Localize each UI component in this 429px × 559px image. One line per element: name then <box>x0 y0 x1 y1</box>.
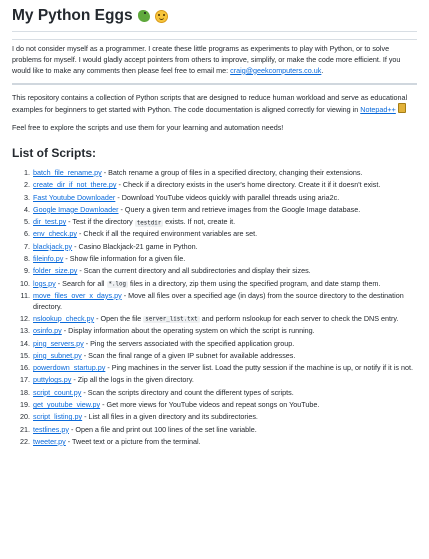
script-list-item <box>32 314 417 325</box>
script-link[interactable]: osinfo.py <box>33 326 62 336</box>
script-list-item <box>32 279 417 290</box>
script-link[interactable]: blackjack.py <box>33 241 73 251</box>
script-list-item <box>32 425 417 436</box>
script-list-item <box>32 205 417 216</box>
script-link[interactable]: create_dir_if_not_there.py <box>33 180 117 190</box>
script-link[interactable]: batch_file_rename.py <box>33 167 102 177</box>
script-list-item <box>32 180 417 191</box>
email-link[interactable]: craig@geekcomputers.co.uk <box>230 65 322 75</box>
script-description: - List all files in a given directory and its subdirectories. <box>82 412 258 422</box>
script-description: - Ping machines in the server list. Load the putty session if the machine is up, or notify if it is not. <box>105 363 413 373</box>
script-link[interactable]: move_files_over_x_days.py <box>33 290 122 300</box>
script-description: - Get more views for YouTube videos and repeat songs on YouTube. <box>100 400 320 410</box>
script-list-item <box>32 437 417 448</box>
script-description: - Casino Blackjack-21 game in Python. <box>72 241 198 251</box>
intro-block <box>12 40 417 76</box>
script-link[interactable]: get_youtube_view.py <box>33 400 101 410</box>
script-link[interactable]: script_count.py <box>33 387 82 397</box>
script-description: - Show file information for a given file. <box>63 254 186 263</box>
snake-emoji-icon <box>138 10 150 22</box>
script-link[interactable]: dir_test.py <box>33 217 67 227</box>
script-link[interactable]: Fast Youtube Downloader <box>33 192 116 202</box>
script-description: - Move all files over a specified age (in days) from the source directory to the destination directory. <box>33 290 404 311</box>
script-description: - Download YouTube videos quickly with parallel threads using aria2c. <box>115 192 340 202</box>
intro-end: . <box>321 65 324 75</box>
intro-paragraph <box>12 44 417 76</box>
script-list-item <box>32 217 417 228</box>
script-link[interactable]: tweeter.py <box>33 436 66 446</box>
script-description: - Scan the final range of a given IP subnet for available addresses. <box>81 350 296 360</box>
script-list-item <box>32 266 417 277</box>
script-description: - Tweet text or a picture from the terminal. <box>65 436 201 446</box>
script-description: and perform nslookup for each server to check the DNS entry. <box>199 313 399 323</box>
horizontal-rule <box>12 83 417 85</box>
list-heading: List of Scripts: <box>12 145 97 160</box>
script-link[interactable]: powerdown_startup.py <box>33 363 106 373</box>
script-description: - Batch rename a group of files in a specified directory, changing their extensions. <box>101 167 363 177</box>
grinning-face-emoji-icon <box>155 10 168 23</box>
script-list-item <box>32 254 417 265</box>
script-link[interactable]: nslookup_check.py <box>33 313 95 323</box>
script-list-item <box>32 412 417 423</box>
script-link[interactable]: Google Image Downloader <box>33 204 119 214</box>
script-list-item <box>32 242 417 253</box>
script-list <box>12 168 417 448</box>
intro-text: I do not consider myself as a programmer. I create these little programs as experiments to play with Python, or to solve problems for myself. I would gladly accept pointers from others to improve, simplify, or make the code more efficient. If you would like to make any comments then please feel free to email me: <box>12 44 401 75</box>
script-link[interactable]: puttylogs.py <box>33 375 72 385</box>
script-link[interactable]: fileinfo.py <box>33 254 64 263</box>
script-list-item <box>32 339 417 350</box>
script-description: - Scan the scripts directory and count the different types of scripts. <box>81 387 294 397</box>
script-list-item <box>32 326 417 337</box>
script-description-pre: - Test if the directory <box>66 217 135 227</box>
explore-paragraph: Feel free to explore the scripts and use them for your learning and automation needs! <box>12 123 284 133</box>
script-description: - Open a file and print out 100 lines of the set line variable. <box>68 424 257 434</box>
description-paragraph <box>12 93 417 117</box>
notepad-link[interactable]: Notepad++ <box>360 105 396 115</box>
script-description: - Scan the current directory and all subdirectories and display their sizes. <box>77 266 311 276</box>
script-link[interactable]: script_listing.py <box>33 412 83 422</box>
script-description: - Display information about the operating system on which the script is running. <box>61 326 315 336</box>
script-link[interactable]: folder_size.py <box>33 266 78 276</box>
script-link[interactable]: ping_subnet.py <box>33 350 82 360</box>
script-description-pre: - Search for all <box>55 278 107 288</box>
script-description: - Check if all the required environment variables are set. <box>76 229 258 239</box>
script-description: - Check if a directory exists in the user's home directory. Create it if it doesn't exist. <box>116 180 381 190</box>
page-title-text: My Python Eggs <box>12 7 133 24</box>
script-list-item <box>32 375 417 386</box>
script-description: exists. If not, create it. <box>163 217 236 227</box>
inline-code: *.log <box>108 281 126 288</box>
description-text: This repository contains a collection of Python scripts that are designed to reduce human workload and serve as educational examples for beginners to get started with Python. The code documentation is aligned correctly for viewing in <box>12 92 408 115</box>
script-link[interactable]: logs.py <box>33 278 56 288</box>
script-list-item <box>32 291 417 313</box>
script-list-item <box>32 193 417 204</box>
script-list-item <box>32 400 417 411</box>
script-list-item <box>32 388 417 399</box>
script-list-item <box>32 229 417 240</box>
script-description: - Ping the servers associated with the specified application group. <box>83 338 295 348</box>
script-list-item <box>32 351 417 362</box>
script-description: - Query a given term and retrieve images from the Google Image database. <box>118 204 361 214</box>
script-list-item <box>32 168 417 179</box>
script-link[interactable]: env_check.py <box>33 229 77 239</box>
script-description-pre: - Open the file <box>94 313 144 323</box>
script-link[interactable]: ping_servers.py <box>33 338 84 348</box>
script-list-item <box>32 363 417 374</box>
script-description: files in a directory, zip them using the specified program, and date stamp them. <box>127 278 381 288</box>
script-link[interactable]: testlines.py <box>33 424 69 434</box>
notebook-emoji-icon <box>398 103 406 113</box>
inline-code: server_list.txt <box>145 316 198 323</box>
script-description: - Zip all the logs in the given directory. <box>71 375 194 385</box>
inline-code: testdir <box>136 220 162 227</box>
page-title <box>12 6 417 32</box>
